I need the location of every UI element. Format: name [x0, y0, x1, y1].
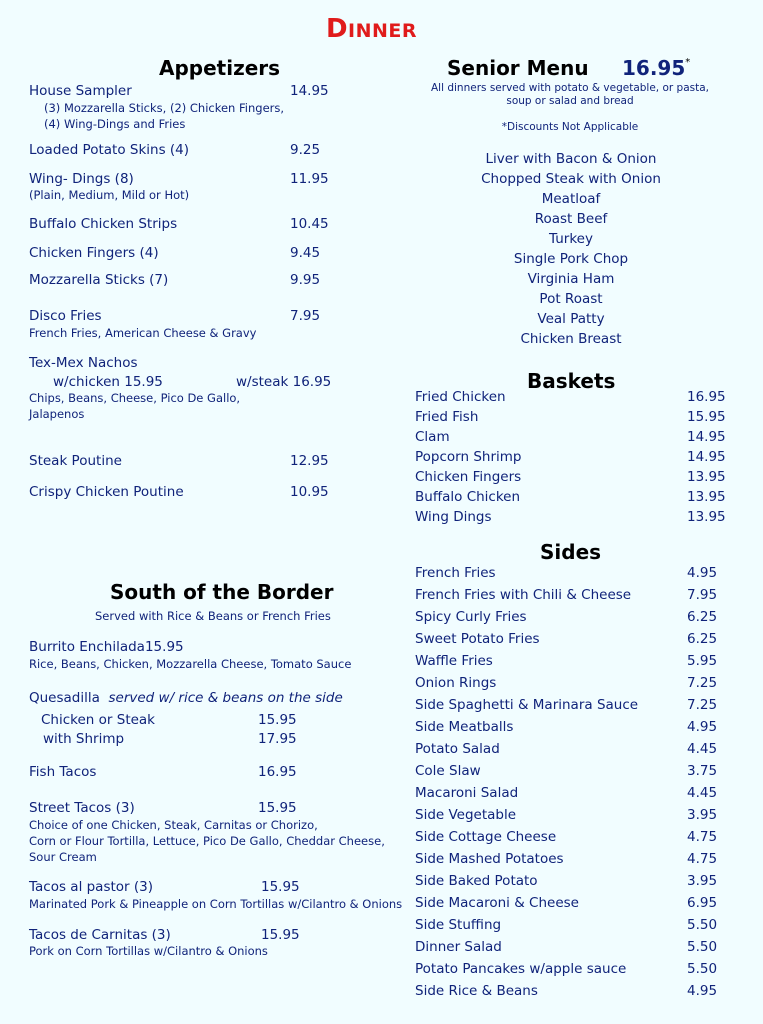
- al-pastor-name: Tacos al pastor (3): [29, 879, 153, 895]
- disco-fries-desc: French Fries, American Cheese & Gravy: [29, 326, 257, 340]
- list-item: Cole Slaw 3.75: [415, 763, 718, 779]
- senior-menu-asterisk: *: [685, 57, 691, 69]
- senior-menu-heading: Senior Menu: [447, 56, 589, 80]
- carnitas-price: 15.95: [261, 927, 300, 943]
- list-item: Side Spaghetti & Marinara Sauce 7.25: [415, 697, 718, 713]
- quesadilla-price-2: 17.95: [258, 731, 297, 747]
- sides-heading: Sides: [540, 540, 602, 564]
- disco-fries-price: 7.95: [290, 308, 321, 324]
- steak-poutine-price: 12.95: [290, 453, 329, 469]
- senior-menu-desc-2: soup or salad and bread: [506, 95, 634, 107]
- list-item: Onion Rings 7.25: [415, 675, 718, 691]
- carnitas-name: Tacos de Carnitas (3): [29, 927, 171, 943]
- wing-dings-name: Wing- Dings (8): [29, 171, 134, 187]
- list-item: Side Stuffing 5.50: [415, 917, 718, 933]
- street-tacos-name: Street Tacos (3): [29, 800, 135, 816]
- list-item: Side Meatballs 4.95: [415, 719, 718, 735]
- carnitas-desc: Pork on Corn Tortillas w/Cilantro & Onions: [29, 944, 268, 958]
- south-heading: South of the Border: [110, 580, 334, 604]
- nachos-chicken-option: w/chicken 15.95: [53, 374, 163, 390]
- wing-dings-desc: (Plain, Medium, Mild or Hot): [29, 188, 190, 202]
- fish-tacos-name: Fish Tacos: [29, 764, 97, 780]
- al-pastor-desc: Marinated Pork & Pineapple on Corn Tortillas w/Cilantro & Onions: [29, 897, 403, 911]
- burrito-desc: Rice, Beans, Chicken, Mozzarella Cheese, Tomato Sauce: [29, 657, 352, 671]
- senior-menu-list: [478, 149, 664, 349]
- list-item: Popcorn Shrimp 14.95: [415, 449, 726, 465]
- senior-menu-price: 16.95*: [622, 56, 691, 80]
- burrito-name: Burrito Enchilada15.95: [29, 639, 184, 655]
- list-item: Side Cottage Cheese 4.75: [415, 829, 718, 845]
- street-tacos-desc-2: Corn or Flour Tortilla, Lettuce, Pico De Gallo, Cheddar Cheese,: [29, 834, 385, 848]
- fish-tacos-price: 16.95: [258, 764, 297, 780]
- quesadilla-option-2: with Shrimp: [43, 731, 125, 747]
- list-item: Potato Salad 4.45: [415, 741, 718, 757]
- list-item: Potato Pancakes w/apple sauce 5.50: [415, 961, 718, 977]
- list-item: Virginia Ham: [527, 271, 615, 287]
- chicken-fingers-price: 9.45: [290, 245, 321, 261]
- list-item: Chicken Breast: [520, 331, 622, 347]
- loaded-potato-price: 9.25: [290, 142, 321, 158]
- quesadilla-option-1: Chicken or Steak: [41, 712, 156, 728]
- senior-menu-note: *Discounts Not Applicable: [501, 121, 639, 133]
- menu-title: DINNER: [325, 14, 418, 44]
- list-item: Side Baked Potato 3.95: [415, 873, 718, 889]
- list-item: Macaroni Salad 4.45: [415, 785, 718, 801]
- list-item: French Fries with Chili & Cheese 7.95: [415, 587, 718, 603]
- buffalo-strips-price: 10.45: [290, 216, 329, 232]
- list-item: Roast Beef: [534, 211, 608, 227]
- mozz-sticks-price: 9.95: [290, 272, 321, 288]
- list-item: Waffle Fries 5.95: [415, 653, 718, 669]
- crispy-poutine-price: 10.95: [290, 484, 329, 500]
- list-item: French Fries 4.95: [415, 565, 718, 581]
- south-subheading: Served with Rice & Beans or French Fries: [95, 609, 331, 623]
- list-item: Fried Fish 15.95: [415, 409, 726, 425]
- list-item: Side Rice & Beans 4.95: [415, 983, 718, 999]
- list-item: Single Pork Chop: [513, 251, 629, 267]
- list-item: Pot Roast: [539, 291, 603, 307]
- street-tacos-desc-3: Sour Cream: [29, 850, 97, 864]
- loaded-potato-name: Loaded Potato Skins (4): [29, 142, 190, 158]
- burrito-price: 15.95: [144, 639, 184, 655]
- crispy-poutine-name: Crispy Chicken Poutine: [29, 484, 184, 500]
- list-item: Spicy Curly Fries 6.25: [415, 609, 718, 625]
- nachos-desc-2: Jalapenos: [29, 407, 85, 421]
- street-tacos-desc-1: Choice of one Chicken, Steak, Carnitas or Chorizo,: [29, 818, 318, 832]
- house-sampler-name: House Sampler: [29, 83, 132, 99]
- list-item: Clam 14.95: [415, 429, 726, 445]
- house-sampler-price: 14.95: [290, 83, 329, 99]
- quesadilla-note: served w/ rice & beans on the side: [108, 690, 343, 706]
- wing-dings-price: 11.95: [290, 171, 329, 187]
- quesadilla-price-1: 15.95: [258, 712, 297, 728]
- house-sampler-desc-2: (4) Wing-Dings and Fries: [44, 117, 186, 131]
- al-pastor-price: 15.95: [261, 879, 300, 895]
- chicken-fingers-name: Chicken Fingers (4): [29, 245, 159, 261]
- list-item: Side Mashed Potatoes 4.75: [415, 851, 718, 867]
- street-tacos-price: 15.95: [258, 800, 297, 816]
- baskets-heading: Baskets: [527, 369, 616, 393]
- quesadilla-name: Quesadilla served w/ rice & beans on the side: [29, 690, 343, 706]
- mozz-sticks-name: Mozzarella Sticks (7): [29, 272, 169, 288]
- nachos-desc-1: Chips, Beans, Cheese, Pico De Gallo,: [29, 391, 241, 405]
- nachos-steak-option: w/steak 16.95: [236, 374, 332, 390]
- list-item: Veal Patty: [537, 311, 605, 327]
- list-item: Wing Dings 13.95: [415, 509, 726, 525]
- list-item: Chicken Fingers 13.95: [415, 469, 726, 485]
- list-item: Dinner Salad 5.50: [415, 939, 718, 955]
- list-item: Side Macaroni & Cheese 6.95: [415, 895, 718, 911]
- list-item: Liver with Bacon & Onion: [485, 151, 657, 167]
- sides-list: [415, 562, 730, 1002]
- steak-poutine-name: Steak Poutine: [29, 453, 122, 469]
- buffalo-strips-name: Buffalo Chicken Strips: [29, 216, 178, 232]
- list-item: Meatloaf: [541, 191, 601, 207]
- nachos-name: Tex-Mex Nachos: [29, 355, 138, 371]
- list-item: Sweet Potato Fries 6.25: [415, 631, 718, 647]
- list-item: Buffalo Chicken 13.95: [415, 489, 726, 505]
- senior-menu-desc-1: All dinners served with potato & vegetable, or pasta,: [430, 82, 710, 94]
- list-item: Turkey: [549, 231, 593, 247]
- list-item: Fried Chicken 16.95: [415, 389, 726, 405]
- house-sampler-desc-1: (3) Mozzarella Sticks, (2) Chicken Fingers,: [44, 101, 285, 115]
- list-item: Chopped Steak with Onion: [481, 171, 661, 187]
- list-item: Side Vegetable 3.95: [415, 807, 718, 823]
- disco-fries-name: Disco Fries: [29, 308, 102, 324]
- appetizers-heading: Appetizers: [159, 56, 281, 80]
- baskets-list: [415, 387, 730, 527]
